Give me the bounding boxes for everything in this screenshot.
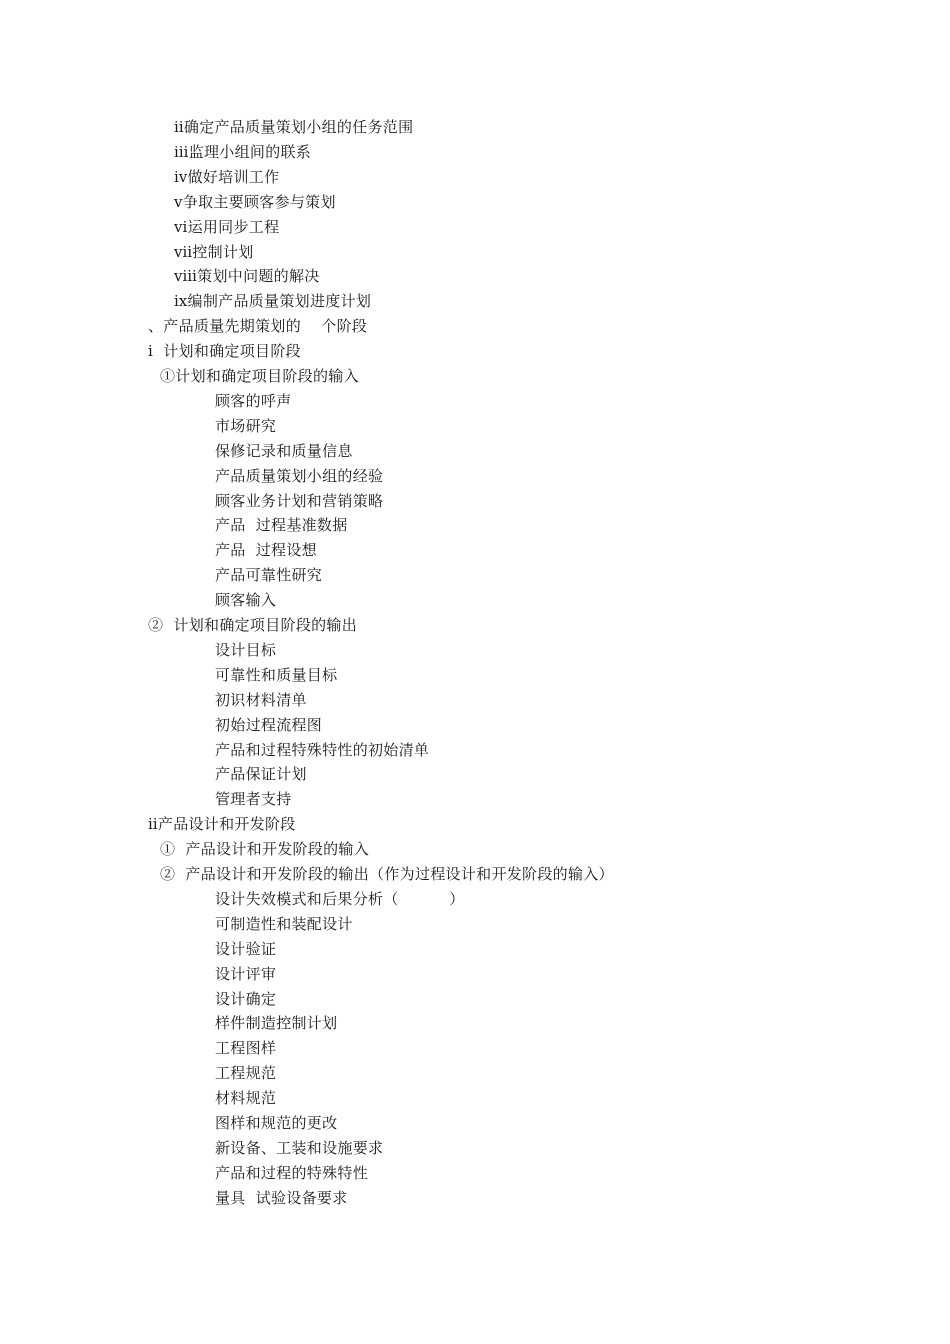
document-line: 管理者支持: [215, 790, 292, 809]
document-line: 初始过程流程图: [215, 715, 323, 734]
document-line: 设计目标: [215, 640, 277, 659]
document-line: 产品质量策划小组的经验: [215, 466, 384, 485]
document-line: ⅷ策划中问题的解决: [174, 267, 320, 286]
document-line: 产品可靠性研究: [215, 566, 323, 585]
document-line: 设计失效模式和后果分析（ ）: [215, 889, 465, 908]
document-line: ⅰ 计划和确定项目阶段: [148, 342, 301, 361]
document-line: 样件制造控制计划: [215, 1014, 338, 1033]
document-line: 初识材料清单: [215, 690, 307, 709]
document-line: ⅶ控制计划: [174, 242, 254, 261]
document-line: 设计评审: [215, 964, 277, 983]
document-line: ⅱ确定产品质量策划小组的任务范围: [174, 118, 414, 136]
document-line: ① 产品设计和开发阶段的输入: [160, 840, 370, 859]
document-line: 顾客的呼声: [215, 391, 292, 410]
document-line: 可制造性和装配设计: [215, 914, 353, 933]
document-line: ⅴ争取主要顾客参与策划: [174, 192, 336, 211]
document-line: 工程规范: [215, 1064, 277, 1083]
document-line: ⅸ编制产品质量策划进度计划: [174, 292, 372, 311]
document-line: 材料规范: [215, 1089, 277, 1108]
document-line: 设计确定: [215, 989, 277, 1008]
document-line: ② 产品设计和开发阶段的输出（作为过程设计和开发阶段的输入）: [160, 865, 614, 883]
document-line: 保修记录和质量信息: [215, 441, 353, 460]
document-line: 产品 过程设想: [215, 541, 317, 560]
document-line: 、产品质量先期策划的 个阶段: [148, 317, 368, 336]
document-line: 新设备、工装和设施要求: [215, 1138, 384, 1157]
document-line: ② 计划和确定项目阶段的输出: [148, 616, 358, 634]
document-line: 可靠性和质量目标: [215, 665, 338, 684]
document-line: ①计划和确定项目阶段的输入: [160, 367, 359, 385]
document-line: 市场研究: [215, 416, 277, 435]
document-line: ⅵ运用同步工程: [174, 217, 280, 236]
document-line: 产品和过程的特殊特性: [215, 1163, 369, 1182]
document-line: ⅳ做好培训工作: [174, 167, 280, 186]
document-line: 工程图样: [215, 1039, 277, 1058]
document-line: 产品和过程特殊特性的初始清单: [215, 740, 430, 759]
document-line: ⅲ监理小组间的联系: [174, 142, 312, 161]
document-line: 图样和规范的更改: [215, 1114, 338, 1132]
document-line: 设计验证: [215, 939, 277, 958]
document-line: 量具 试验设备要求: [215, 1188, 348, 1207]
document-line: 顾客输入: [215, 591, 277, 610]
document-line: 产品 过程基准数据: [215, 516, 348, 535]
document-line: ⅱ产品设计和开发阶段: [148, 815, 296, 834]
document-line: 产品保证计划: [215, 765, 307, 784]
document-line: 顾客业务计划和营销策略: [215, 491, 384, 510]
